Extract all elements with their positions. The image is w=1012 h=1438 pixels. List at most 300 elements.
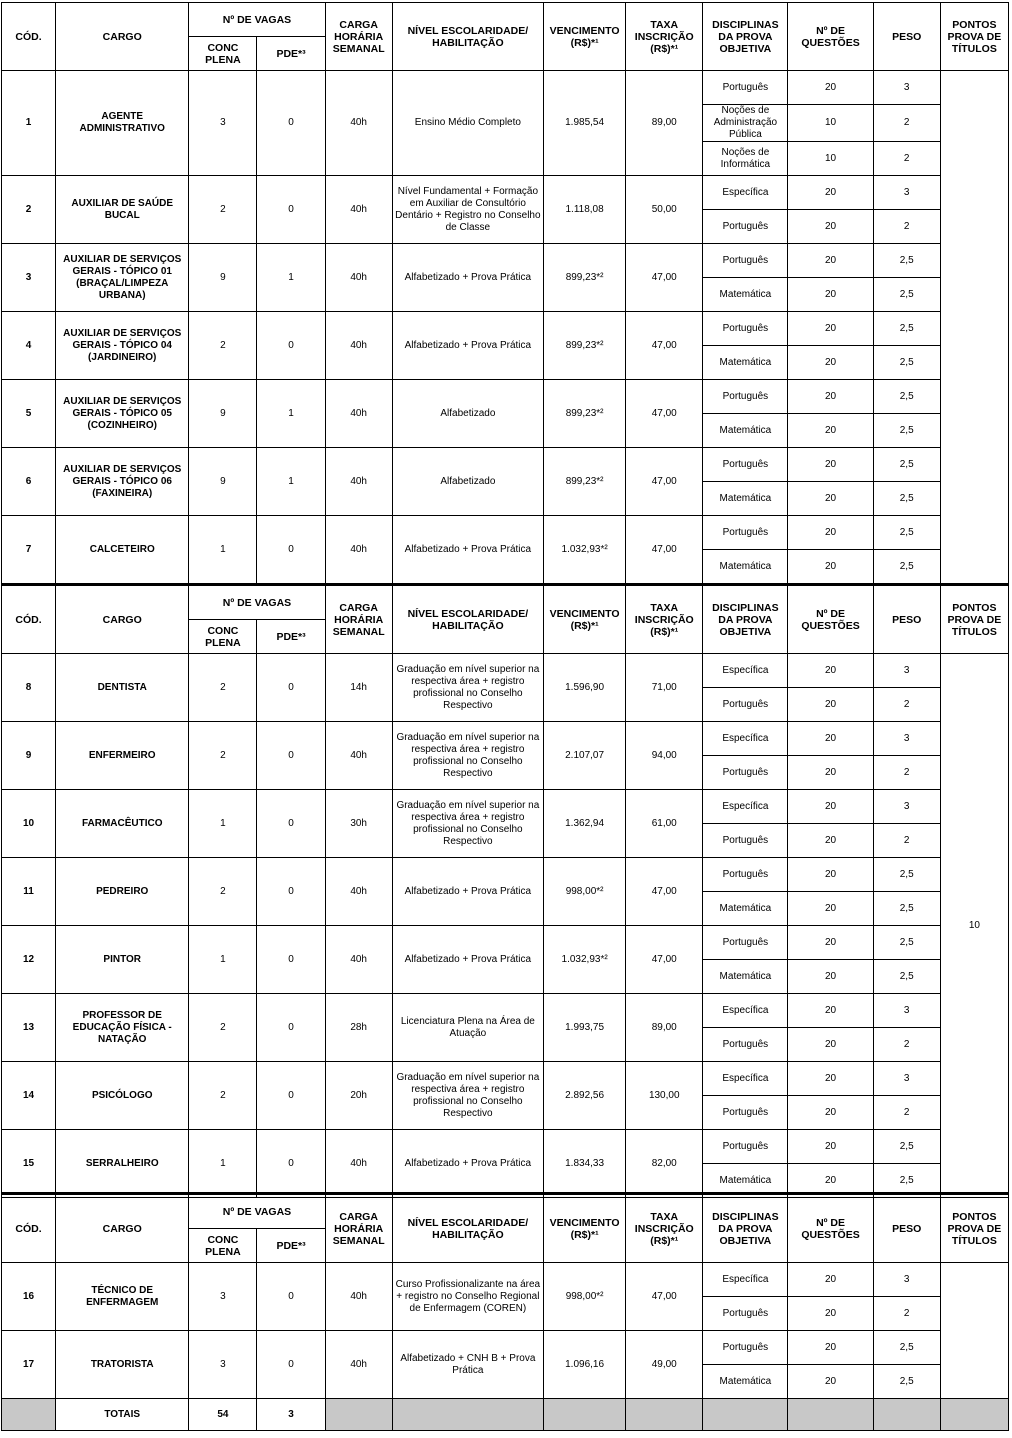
job-code: 2 (2, 176, 56, 244)
job-code: 15 (2, 1130, 56, 1198)
exam-subject: Matemática (703, 414, 788, 448)
vacancies-conc: 1 (189, 1130, 257, 1198)
exam-subject: Específica (703, 176, 788, 210)
job-title: TÉCNICO DE ENFERMAGEM (56, 1263, 189, 1331)
header-pontos: PONTOS PROVA DE TÍTULOS (940, 1195, 1008, 1263)
vacancies-pde: 0 (257, 71, 325, 176)
vacancies-conc: 2 (189, 858, 257, 926)
table-row (2, 71, 1009, 105)
question-count: 20 (788, 244, 873, 278)
table-row (2, 926, 1009, 960)
question-count: 20 (788, 278, 873, 312)
question-count: 20 (788, 482, 873, 516)
exam-subject: Português (703, 448, 788, 482)
table-row (2, 858, 1009, 892)
exam-subject: Português (703, 312, 788, 346)
question-count: 20 (788, 824, 873, 858)
salary: 1.993,75 (544, 994, 626, 1062)
exam-subject: Português (703, 516, 788, 550)
exam-subject: Português (703, 1028, 788, 1062)
vacancies-conc: 2 (189, 312, 257, 380)
subject-weight: 2,5 (873, 312, 940, 346)
header-conc-plena: CONC PLENA (189, 37, 257, 71)
registration-fee: 47,00 (626, 448, 703, 516)
header-cargo: CARGO (56, 3, 189, 71)
job-title: PEDREIRO (56, 858, 189, 926)
job-title: AGENTE ADMINISTRATIVO (56, 71, 189, 176)
subject-weight: 2,5 (873, 1164, 940, 1198)
header-taxa: TAXA INSCRIÇÃO (R$)*¹ (626, 1195, 703, 1263)
salary: 899,23*² (544, 244, 626, 312)
exam-subject: Matemática (703, 960, 788, 994)
job-title: AUXILIAR DE SERVIÇOS GERAIS - TÓPICO 06 (FAXINEIRA) (56, 448, 189, 516)
registration-fee: 47,00 (626, 516, 703, 584)
table-row (2, 994, 1009, 1028)
education-requirement: Nível Fundamental + Formação em Auxiliar de Consultório Dentário + Registro no Conselho de Classe (392, 176, 543, 244)
header-row (2, 586, 1009, 620)
exam-subject: Específica (703, 1263, 788, 1297)
header-carga: CARGA HORÁRIA SEMANAL (325, 1195, 392, 1263)
vacancies-pde: 0 (257, 654, 325, 722)
question-count: 20 (788, 722, 873, 756)
exam-subject: Específica (703, 1062, 788, 1096)
title-points-empty (940, 71, 1008, 584)
weekly-hours: 40h (325, 858, 392, 926)
subject-weight: 2 (873, 688, 940, 722)
header-cod: CÓD. (2, 3, 56, 71)
subject-weight: 3 (873, 71, 940, 105)
registration-fee: 82,00 (626, 1130, 703, 1198)
weekly-hours: 40h (325, 244, 392, 312)
job-title: PSICÓLOGO (56, 1062, 189, 1130)
question-count: 20 (788, 960, 873, 994)
question-count: 10 (788, 105, 873, 142)
education-requirement: Graduação em nível superior na respectiva área + registro profissional no Conselho Respectivo (392, 790, 543, 858)
exam-subject: Matemática (703, 1164, 788, 1198)
job-code: 11 (2, 858, 56, 926)
subject-weight: 2 (873, 105, 940, 142)
weekly-hours: 40h (325, 1263, 392, 1331)
job-code: 1 (2, 71, 56, 176)
subject-weight: 2,5 (873, 858, 940, 892)
header-pontos: PONTOS PROVA DE TÍTULOS (940, 586, 1008, 654)
weekly-hours: 28h (325, 994, 392, 1062)
registration-fee: 94,00 (626, 722, 703, 790)
table-row (2, 380, 1009, 414)
subject-weight: 2,5 (873, 278, 940, 312)
job-code: 12 (2, 926, 56, 994)
registration-fee: 71,00 (626, 654, 703, 722)
salary: 1.985,54 (544, 71, 626, 176)
registration-fee: 47,00 (626, 926, 703, 994)
question-count: 20 (788, 654, 873, 688)
registration-fee: 47,00 (626, 858, 703, 926)
salary: 899,23*² (544, 312, 626, 380)
vacancy-table-part-2 (1, 585, 1009, 1198)
job-code: 14 (2, 1062, 56, 1130)
totals-filler (325, 1399, 392, 1431)
vacancies-conc: 1 (189, 790, 257, 858)
vacancies-pde: 0 (257, 1062, 325, 1130)
salary: 998,00*² (544, 858, 626, 926)
question-count: 20 (788, 71, 873, 105)
job-title: AUXILIAR DE SAÚDE BUCAL (56, 176, 189, 244)
education-requirement: Alfabetizado + Prova Prática (392, 858, 543, 926)
exam-subject: Matemática (703, 550, 788, 584)
vacancies-pde: 0 (257, 994, 325, 1062)
exam-subject: Português (703, 244, 788, 278)
job-code: 6 (2, 448, 56, 516)
question-count: 20 (788, 414, 873, 448)
salary: 899,23*² (544, 380, 626, 448)
question-count: 20 (788, 516, 873, 550)
salary: 2.892,56 (544, 1062, 626, 1130)
job-code: 3 (2, 244, 56, 312)
question-count: 20 (788, 892, 873, 926)
subject-weight: 2,5 (873, 1130, 940, 1164)
question-count: 20 (788, 176, 873, 210)
job-code: 8 (2, 654, 56, 722)
header-nivel: NÍVEL ESCOLARIDADE/ HABILITAÇÃO (392, 1195, 543, 1263)
weekly-hours: 14h (325, 654, 392, 722)
subject-weight: 2 (873, 1028, 940, 1062)
vacancies-conc: 2 (189, 176, 257, 244)
totals-label: TOTAIS (56, 1399, 189, 1431)
salary: 998,00*² (544, 1263, 626, 1331)
education-requirement: Graduação em nível superior na respectiva área + registro profissional no Conselho Respectivo (392, 722, 543, 790)
job-title: PROFESSOR DE EDUCAÇÃO FÍSICA - NATAÇÃO (56, 994, 189, 1062)
question-count: 20 (788, 346, 873, 380)
question-count: 20 (788, 1365, 873, 1399)
subject-weight: 2 (873, 142, 940, 176)
header-cod: CÓD. (2, 586, 56, 654)
exam-subject: Noções de Informática (703, 142, 788, 176)
subject-weight: 2,5 (873, 346, 940, 380)
question-count: 20 (788, 1297, 873, 1331)
question-count: 20 (788, 1331, 873, 1365)
exam-subject: Específica (703, 994, 788, 1028)
vacancies-pde: 0 (257, 1130, 325, 1198)
vacancies-pde: 0 (257, 1263, 325, 1331)
subject-weight: 3 (873, 1263, 940, 1297)
vacancies-pde: 1 (257, 244, 325, 312)
vacancies-conc: 1 (189, 926, 257, 994)
question-count: 20 (788, 1028, 873, 1062)
vacancies-conc: 3 (189, 71, 257, 176)
subject-weight: 3 (873, 654, 940, 688)
registration-fee: 47,00 (626, 244, 703, 312)
exam-subject: Específica (703, 722, 788, 756)
subject-weight: 2,5 (873, 414, 940, 448)
job-title: FARMACÊUTICO (56, 790, 189, 858)
subject-weight: 2 (873, 756, 940, 790)
registration-fee: 47,00 (626, 1263, 703, 1331)
exam-subject: Português (703, 1096, 788, 1130)
job-code: 16 (2, 1263, 56, 1331)
header-cargo: CARGO (56, 586, 189, 654)
header-peso: PESO (873, 1195, 940, 1263)
title-points-empty (940, 1263, 1008, 1399)
totals-conc: 54 (189, 1399, 257, 1431)
question-count: 20 (788, 1164, 873, 1198)
header-questoes: Nº DE QUESTÕES (788, 1195, 873, 1263)
exam-subject: Português (703, 1297, 788, 1331)
table-row (2, 516, 1009, 550)
header-vencimento: VENCIMENTO (R$)*¹ (544, 586, 626, 654)
vacancies-conc: 9 (189, 244, 257, 312)
weekly-hours: 20h (325, 1062, 392, 1130)
question-count: 20 (788, 1062, 873, 1096)
job-title: SERRALHEIRO (56, 1130, 189, 1198)
weekly-hours: 40h (325, 1331, 392, 1399)
education-requirement: Licenciatura Plena na Área de Atuação (392, 994, 543, 1062)
table-row (2, 448, 1009, 482)
salary: 1.032,93*² (544, 516, 626, 584)
header-disciplinas: DISCIPLINAS DA PROVA OBJETIVA (703, 3, 788, 71)
weekly-hours: 30h (325, 790, 392, 858)
job-title: TRATORISTA (56, 1331, 189, 1399)
registration-fee: 50,00 (626, 176, 703, 244)
table-row (2, 244, 1009, 278)
education-requirement: Alfabetizado + Prova Prática (392, 1130, 543, 1198)
header-peso: PESO (873, 3, 940, 71)
header-taxa: TAXA INSCRIÇÃO (R$)*¹ (626, 586, 703, 654)
vacancies-pde: 0 (257, 176, 325, 244)
exam-subject: Português (703, 71, 788, 105)
subject-weight: 2,5 (873, 892, 940, 926)
salary: 2.107,07 (544, 722, 626, 790)
job-code: 10 (2, 790, 56, 858)
job-title: DENTISTA (56, 654, 189, 722)
header-conc-plena: CONC PLENA (189, 1229, 257, 1263)
exam-subject: Português (703, 858, 788, 892)
vacancies-conc: 2 (189, 654, 257, 722)
question-count: 20 (788, 1096, 873, 1130)
vacancies-conc: 2 (189, 1062, 257, 1130)
job-code: 4 (2, 312, 56, 380)
salary: 1.834,33 (544, 1130, 626, 1198)
salary: 1.118,08 (544, 176, 626, 244)
salary: 1.596,90 (544, 654, 626, 722)
job-code: 7 (2, 516, 56, 584)
question-count: 20 (788, 312, 873, 346)
question-count: 20 (788, 790, 873, 824)
totals-pde: 3 (257, 1399, 325, 1431)
header-disciplinas: DISCIPLINAS DA PROVA OBJETIVA (703, 586, 788, 654)
exam-subject: Português (703, 926, 788, 960)
education-requirement: Alfabetizado (392, 448, 543, 516)
question-count: 10 (788, 142, 873, 176)
weekly-hours: 40h (325, 448, 392, 516)
vacancies-pde: 0 (257, 926, 325, 994)
subject-weight: 2,5 (873, 516, 940, 550)
header-pde: PDE*³ (257, 1229, 325, 1263)
header-pde: PDE*³ (257, 37, 325, 71)
salary: 1.096,16 (544, 1331, 626, 1399)
exam-subject: Matemática (703, 278, 788, 312)
subject-weight: 3 (873, 994, 940, 1028)
exam-subject: Português (703, 688, 788, 722)
table-row (2, 1062, 1009, 1096)
table-row (2, 722, 1009, 756)
subject-weight: 2,5 (873, 1365, 940, 1399)
registration-fee: 130,00 (626, 1062, 703, 1130)
subject-weight: 2,5 (873, 380, 940, 414)
vacancies-pde: 0 (257, 790, 325, 858)
exam-subject: Português (703, 824, 788, 858)
table-row (2, 1263, 1009, 1297)
question-count: 20 (788, 688, 873, 722)
weekly-hours: 40h (325, 722, 392, 790)
exam-subject: Noções de Administração Pública (703, 105, 788, 142)
totals-filler (626, 1399, 703, 1431)
education-requirement: Alfabetizado + CNH B + Prova Prática (392, 1331, 543, 1399)
exam-subject: Matemática (703, 482, 788, 516)
subject-weight: 2,5 (873, 448, 940, 482)
vacancy-table-part-3 (1, 1194, 1009, 1431)
salary: 1.362,94 (544, 790, 626, 858)
vacancies-pde: 0 (257, 858, 325, 926)
vacancies-pde: 1 (257, 380, 325, 448)
header-carga: CARGA HORÁRIA SEMANAL (325, 3, 392, 71)
totals-row (2, 1399, 1009, 1431)
totals-filler (703, 1399, 788, 1431)
subject-weight: 3 (873, 1062, 940, 1096)
exam-subject: Português (703, 380, 788, 414)
header-vencimento: VENCIMENTO (R$)*¹ (544, 3, 626, 71)
totals-filler (873, 1399, 940, 1431)
education-requirement: Alfabetizado + Prova Prática (392, 926, 543, 994)
header-pde: PDE*³ (257, 620, 325, 654)
weekly-hours: 40h (325, 1130, 392, 1198)
vacancies-pde: 0 (257, 312, 325, 380)
education-requirement: Graduação em nível superior na respectiva área + registro profissional no Conselho Respectivo (392, 654, 543, 722)
table-row (2, 1130, 1009, 1164)
section-divider (1, 583, 1009, 585)
job-title: AUXILIAR DE SERVIÇOS GERAIS - TÓPICO 01 (BRAÇAL/LIMPEZA URBANA) (56, 244, 189, 312)
job-title: CALCETEIRO (56, 516, 189, 584)
registration-fee: 47,00 (626, 380, 703, 448)
totals-filler (2, 1399, 56, 1431)
education-requirement: Alfabetizado + Prova Prática (392, 312, 543, 380)
question-count: 20 (788, 1130, 873, 1164)
vacancies-pde: 0 (257, 516, 325, 584)
weekly-hours: 40h (325, 312, 392, 380)
exam-subject: Matemática (703, 892, 788, 926)
header-vagas: Nº DE VAGAS (189, 3, 325, 37)
weekly-hours: 40h (325, 380, 392, 448)
vacancies-conc: 3 (189, 1331, 257, 1399)
vacancies-conc: 2 (189, 994, 257, 1062)
header-conc-plena: CONC PLENA (189, 620, 257, 654)
subject-weight: 2 (873, 1096, 940, 1130)
table-row (2, 790, 1009, 824)
salary: 1.032,93*² (544, 926, 626, 994)
header-nivel: NÍVEL ESCOLARIDADE/ HABILITAÇÃO (392, 3, 543, 71)
registration-fee: 61,00 (626, 790, 703, 858)
subject-weight: 2,5 (873, 926, 940, 960)
header-row (2, 1195, 1009, 1229)
header-vagas: Nº DE VAGAS (189, 586, 325, 620)
exam-subject: Matemática (703, 1365, 788, 1399)
question-count: 20 (788, 380, 873, 414)
table-row (2, 1331, 1009, 1365)
table-row (2, 312, 1009, 346)
header-questoes: Nº DE QUESTÕES (788, 586, 873, 654)
header-row (2, 3, 1009, 37)
vacancies-conc: 2 (189, 722, 257, 790)
weekly-hours: 40h (325, 926, 392, 994)
vacancies-conc: 9 (189, 448, 257, 516)
exam-subject: Matemática (703, 346, 788, 380)
vacancy-table-part-1 (1, 2, 1009, 584)
table-row (2, 176, 1009, 210)
subject-weight: 2,5 (873, 482, 940, 516)
exam-subject: Específica (703, 790, 788, 824)
job-title: PINTOR (56, 926, 189, 994)
education-requirement: Alfabetizado + Prova Prática (392, 244, 543, 312)
education-requirement: Graduação em nível superior na respectiva área + registro profissional no Conselho Respectivo (392, 1062, 543, 1130)
vacancies-conc: 3 (189, 1263, 257, 1331)
question-count: 20 (788, 858, 873, 892)
education-requirement: Curso Profissionalizante na área + registro no Conselho Regional de Enfermagem (COREN) (392, 1263, 543, 1331)
question-count: 20 (788, 756, 873, 790)
subject-weight: 3 (873, 722, 940, 756)
registration-fee: 89,00 (626, 994, 703, 1062)
job-title: AUXILIAR DE SERVIÇOS GERAIS - TÓPICO 04 (JARDINEIRO) (56, 312, 189, 380)
question-count: 20 (788, 550, 873, 584)
question-count: 20 (788, 210, 873, 244)
header-pontos: PONTOS PROVA DE TÍTULOS (940, 3, 1008, 71)
title-points: 10 (940, 654, 1008, 1198)
header-questoes: Nº DE QUESTÕES (788, 3, 873, 71)
registration-fee: 89,00 (626, 71, 703, 176)
job-code: 5 (2, 380, 56, 448)
totals-filler (940, 1399, 1008, 1431)
question-count: 20 (788, 448, 873, 482)
subject-weight: 3 (873, 176, 940, 210)
subject-weight: 2 (873, 210, 940, 244)
education-requirement: Ensino Médio Completo (392, 71, 543, 176)
exam-subject: Português (703, 1130, 788, 1164)
weekly-hours: 40h (325, 516, 392, 584)
table-row (2, 654, 1009, 688)
totals-filler (392, 1399, 543, 1431)
subject-weight: 2 (873, 1297, 940, 1331)
weekly-hours: 40h (325, 176, 392, 244)
subject-weight: 3 (873, 790, 940, 824)
subject-weight: 2,5 (873, 1331, 940, 1365)
totals-filler (788, 1399, 873, 1431)
job-title: ENFERMEIRO (56, 722, 189, 790)
header-cod: CÓD. (2, 1195, 56, 1263)
question-count: 20 (788, 1263, 873, 1297)
vacancies-pde: 1 (257, 448, 325, 516)
subject-weight: 2,5 (873, 550, 940, 584)
header-carga: CARGA HORÁRIA SEMANAL (325, 586, 392, 654)
question-count: 20 (788, 926, 873, 960)
section-divider (1, 1192, 1009, 1194)
header-peso: PESO (873, 586, 940, 654)
education-requirement: Alfabetizado + Prova Prática (392, 516, 543, 584)
job-code: 13 (2, 994, 56, 1062)
exam-subject: Português (703, 756, 788, 790)
vacancies-conc: 1 (189, 516, 257, 584)
question-count: 20 (788, 994, 873, 1028)
job-code: 17 (2, 1331, 56, 1399)
education-requirement: Alfabetizado (392, 380, 543, 448)
subject-weight: 2 (873, 824, 940, 858)
